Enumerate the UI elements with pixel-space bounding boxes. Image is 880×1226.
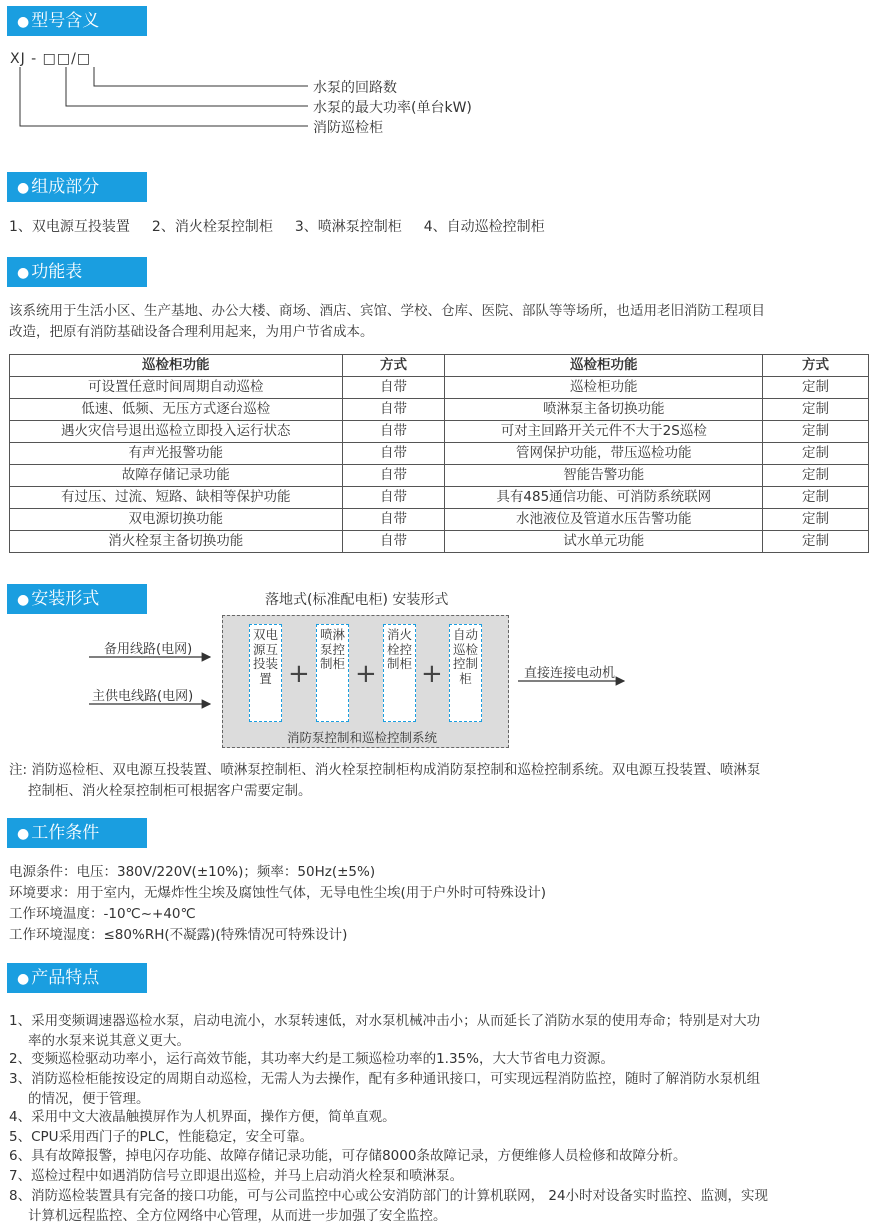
condition-power: 电源条件：电压：380V/220V(±10%)；频率：50Hz(±5%) bbox=[9, 864, 376, 880]
table-cell: 具有485通信功能、可消防系统联网 bbox=[445, 487, 763, 509]
table-header-cell: 方式 bbox=[342, 355, 445, 377]
section-header-features: ● 产品特点 bbox=[7, 963, 147, 993]
input-main-line: 主供电线路(电网) bbox=[92, 689, 194, 704]
table-cell: 定制 bbox=[763, 399, 869, 421]
install-title: 落地式(标准配电柜) 安装形式 bbox=[265, 592, 449, 608]
table-cell: 自带 bbox=[342, 399, 445, 421]
table-cell: 自带 bbox=[342, 531, 445, 553]
feature-item: 2、变频巡检驱动功率小，运行高效节能，其功率大约是工频巡检功率的1.35%，大大节省电力资源。 bbox=[9, 1051, 614, 1067]
table-cell: 可对主回路开关元件不大于2S巡检 bbox=[445, 421, 763, 443]
box-dual-power: 双电源互投装置 bbox=[249, 624, 282, 722]
box-auto-inspect: 自动巡检控制柜 bbox=[449, 624, 482, 722]
table-cell: 消火栓泵主备切换功能 bbox=[10, 531, 343, 553]
feature-item: 7、巡检过程中如遇消防信号立即退出巡检，并马上启动消火栓泵和喷淋泵。 bbox=[9, 1168, 464, 1184]
plus-icon: + bbox=[288, 659, 310, 689]
bullet-icon: ● bbox=[17, 180, 30, 196]
input-backup-line: 备用线路(电网) bbox=[104, 642, 193, 657]
model-code: XJ - □□/□ bbox=[10, 51, 92, 67]
composition-item: 3、喷淋泵控制柜 bbox=[294, 219, 402, 235]
table-cell: 试水单元功能 bbox=[445, 531, 763, 553]
table-cell: 双电源切换功能 bbox=[10, 509, 343, 531]
table-cell: 定制 bbox=[763, 421, 869, 443]
table-cell: 有过压、过流、短路、缺相等保护功能 bbox=[10, 487, 343, 509]
section-header-composition: ● 组成部分 bbox=[7, 172, 147, 202]
condition-humidity: 工作环境湿度：≤80%RH(不凝露)(特殊情况可特殊设计) bbox=[9, 927, 348, 943]
bullet-icon: ● bbox=[17, 592, 30, 608]
plus-icon: + bbox=[421, 659, 443, 689]
table-cell: 自带 bbox=[342, 443, 445, 465]
section-header-model: ● 型号含义 bbox=[7, 6, 147, 36]
table-cell: 智能告警功能 bbox=[445, 465, 763, 487]
section-header-function-table: ● 功能表 bbox=[7, 257, 147, 287]
model-label-power: 水泵的最大功率(单台kW) bbox=[313, 100, 472, 116]
function-description-line2: 改造，把原有消防基础设备合理利用起来，为用户节省成本。 bbox=[9, 324, 374, 340]
table-cell: 故障存储记录功能 bbox=[10, 465, 343, 487]
table-cell: 巡检柜功能 bbox=[445, 377, 763, 399]
table-cell: 自带 bbox=[342, 421, 445, 443]
composition-item: 2、消火栓泵控制柜 bbox=[151, 219, 273, 235]
output-motor-label: 直接连接电动机 bbox=[524, 666, 616, 681]
condition-temperature: 工作环境温度：-10℃~+40℃ bbox=[9, 906, 196, 922]
condition-environment: 环境要求：用于室内，无爆炸性尘埃及腐蚀性气体，无导电性尘埃(用于户外时可特殊设计) bbox=[9, 885, 547, 901]
table-cell: 管网保护功能，带压巡检功能 bbox=[445, 443, 763, 465]
feature-item: 5、CPU采用西门子的PLC，性能稳定，安全可靠。 bbox=[9, 1129, 314, 1145]
feature-item: 8、消防巡检装置具有完备的接口功能，可与公司监控中心或公安消防部门的计算机联网， 24小时对设备实时监控、监测，实现 计算机远程监控、全方位网络中心管理，从而进一步加强了安全监控。 bbox=[9, 1188, 769, 1224]
table-header-cell: 巡检柜功能 bbox=[445, 355, 763, 377]
bullet-icon: ● bbox=[17, 971, 30, 987]
section-header-install: ● 安装形式 bbox=[7, 584, 147, 614]
table-cell: 自带 bbox=[342, 377, 445, 399]
section-header-conditions: ● 工作条件 bbox=[7, 818, 147, 848]
table-cell: 定制 bbox=[763, 443, 869, 465]
table-cell: 自带 bbox=[342, 487, 445, 509]
table-cell: 定制 bbox=[763, 487, 869, 509]
table-cell: 水池液位及管道水压告警功能 bbox=[445, 509, 763, 531]
model-label-cabinet: 消防巡检柜 bbox=[313, 120, 383, 136]
table-cell: 定制 bbox=[763, 465, 869, 487]
table-cell: 定制 bbox=[763, 531, 869, 553]
box-hydrant: 消火栓控制柜 bbox=[383, 624, 416, 722]
plus-icon: + bbox=[355, 659, 377, 689]
composition-item: 1、双电源互投装置 bbox=[9, 219, 130, 235]
bullet-icon: ● bbox=[17, 265, 30, 281]
table-header-cell: 巡检柜功能 bbox=[10, 355, 343, 377]
table-cell: 定制 bbox=[763, 377, 869, 399]
feature-item: 4、采用中文大液晶触摸屏作为人机界面，操作方便，简单直观。 bbox=[9, 1109, 396, 1125]
install-note-line2: 控制柜、消火栓泵控制柜可根据客户需要定制。 bbox=[28, 783, 312, 799]
table-cell: 低速、低频、无压方式逐台巡检 bbox=[10, 399, 343, 421]
table-header-cell: 方式 bbox=[763, 355, 869, 377]
bullet-icon: ● bbox=[17, 826, 30, 842]
table-cell: 自带 bbox=[342, 465, 445, 487]
table-cell: 有声光报警功能 bbox=[10, 443, 343, 465]
install-note-line1: 注: 消防巡检柜、双电源互投装置、喷淋泵控制柜、消火栓泵控制柜构成消防泵控制和巡检控制系统。双电源互投装置、喷淋泵 bbox=[9, 762, 761, 778]
bullet-icon: ● bbox=[17, 14, 30, 30]
function-description-line1: 该系统用于生活小区、生产基地、办公大楼、商场、酒店、宾馆、学校、仓库、医院、部队等等场所，也适用老旧消防工程项目 bbox=[9, 303, 765, 319]
table-cell: 可设置任意时间周期自动巡检 bbox=[10, 377, 343, 399]
feature-item: 1、采用变频调速器巡检水泵，启动电流小，水泵转速低，对水泵机械冲击小；从而延长了消防水泵的使用寿命；特别是对大功 率的水泵来说其意义更大。 bbox=[9, 1013, 761, 1049]
system-label: 消防泵控制和巡检控制系统 bbox=[287, 730, 438, 745]
table-cell: 定制 bbox=[763, 509, 869, 531]
composition-item: 4、自动巡检控制柜 bbox=[423, 219, 545, 235]
model-label-circuits: 水泵的回路数 bbox=[313, 80, 397, 96]
table-cell: 自带 bbox=[342, 509, 445, 531]
feature-item: 3、消防巡检柜能按设定的周期自动巡检，无需人为去操作，配有多种通讯接口，可实现远程消防监控，随时了解消防水泵机组 的情况，便于管理。 bbox=[9, 1071, 761, 1107]
feature-item: 6、具有故障报警，掉电闪存功能、故障存储记录功能，可存储8000条故障记录，方便维修人员检修和故障分析。 bbox=[9, 1148, 687, 1164]
table-cell: 遇火灾信号退出巡检立即投入运行状态 bbox=[10, 421, 343, 443]
box-sprinkler: 喷淋泵控制柜 bbox=[316, 624, 349, 722]
table-cell: 喷淋泵主备切换功能 bbox=[445, 399, 763, 421]
